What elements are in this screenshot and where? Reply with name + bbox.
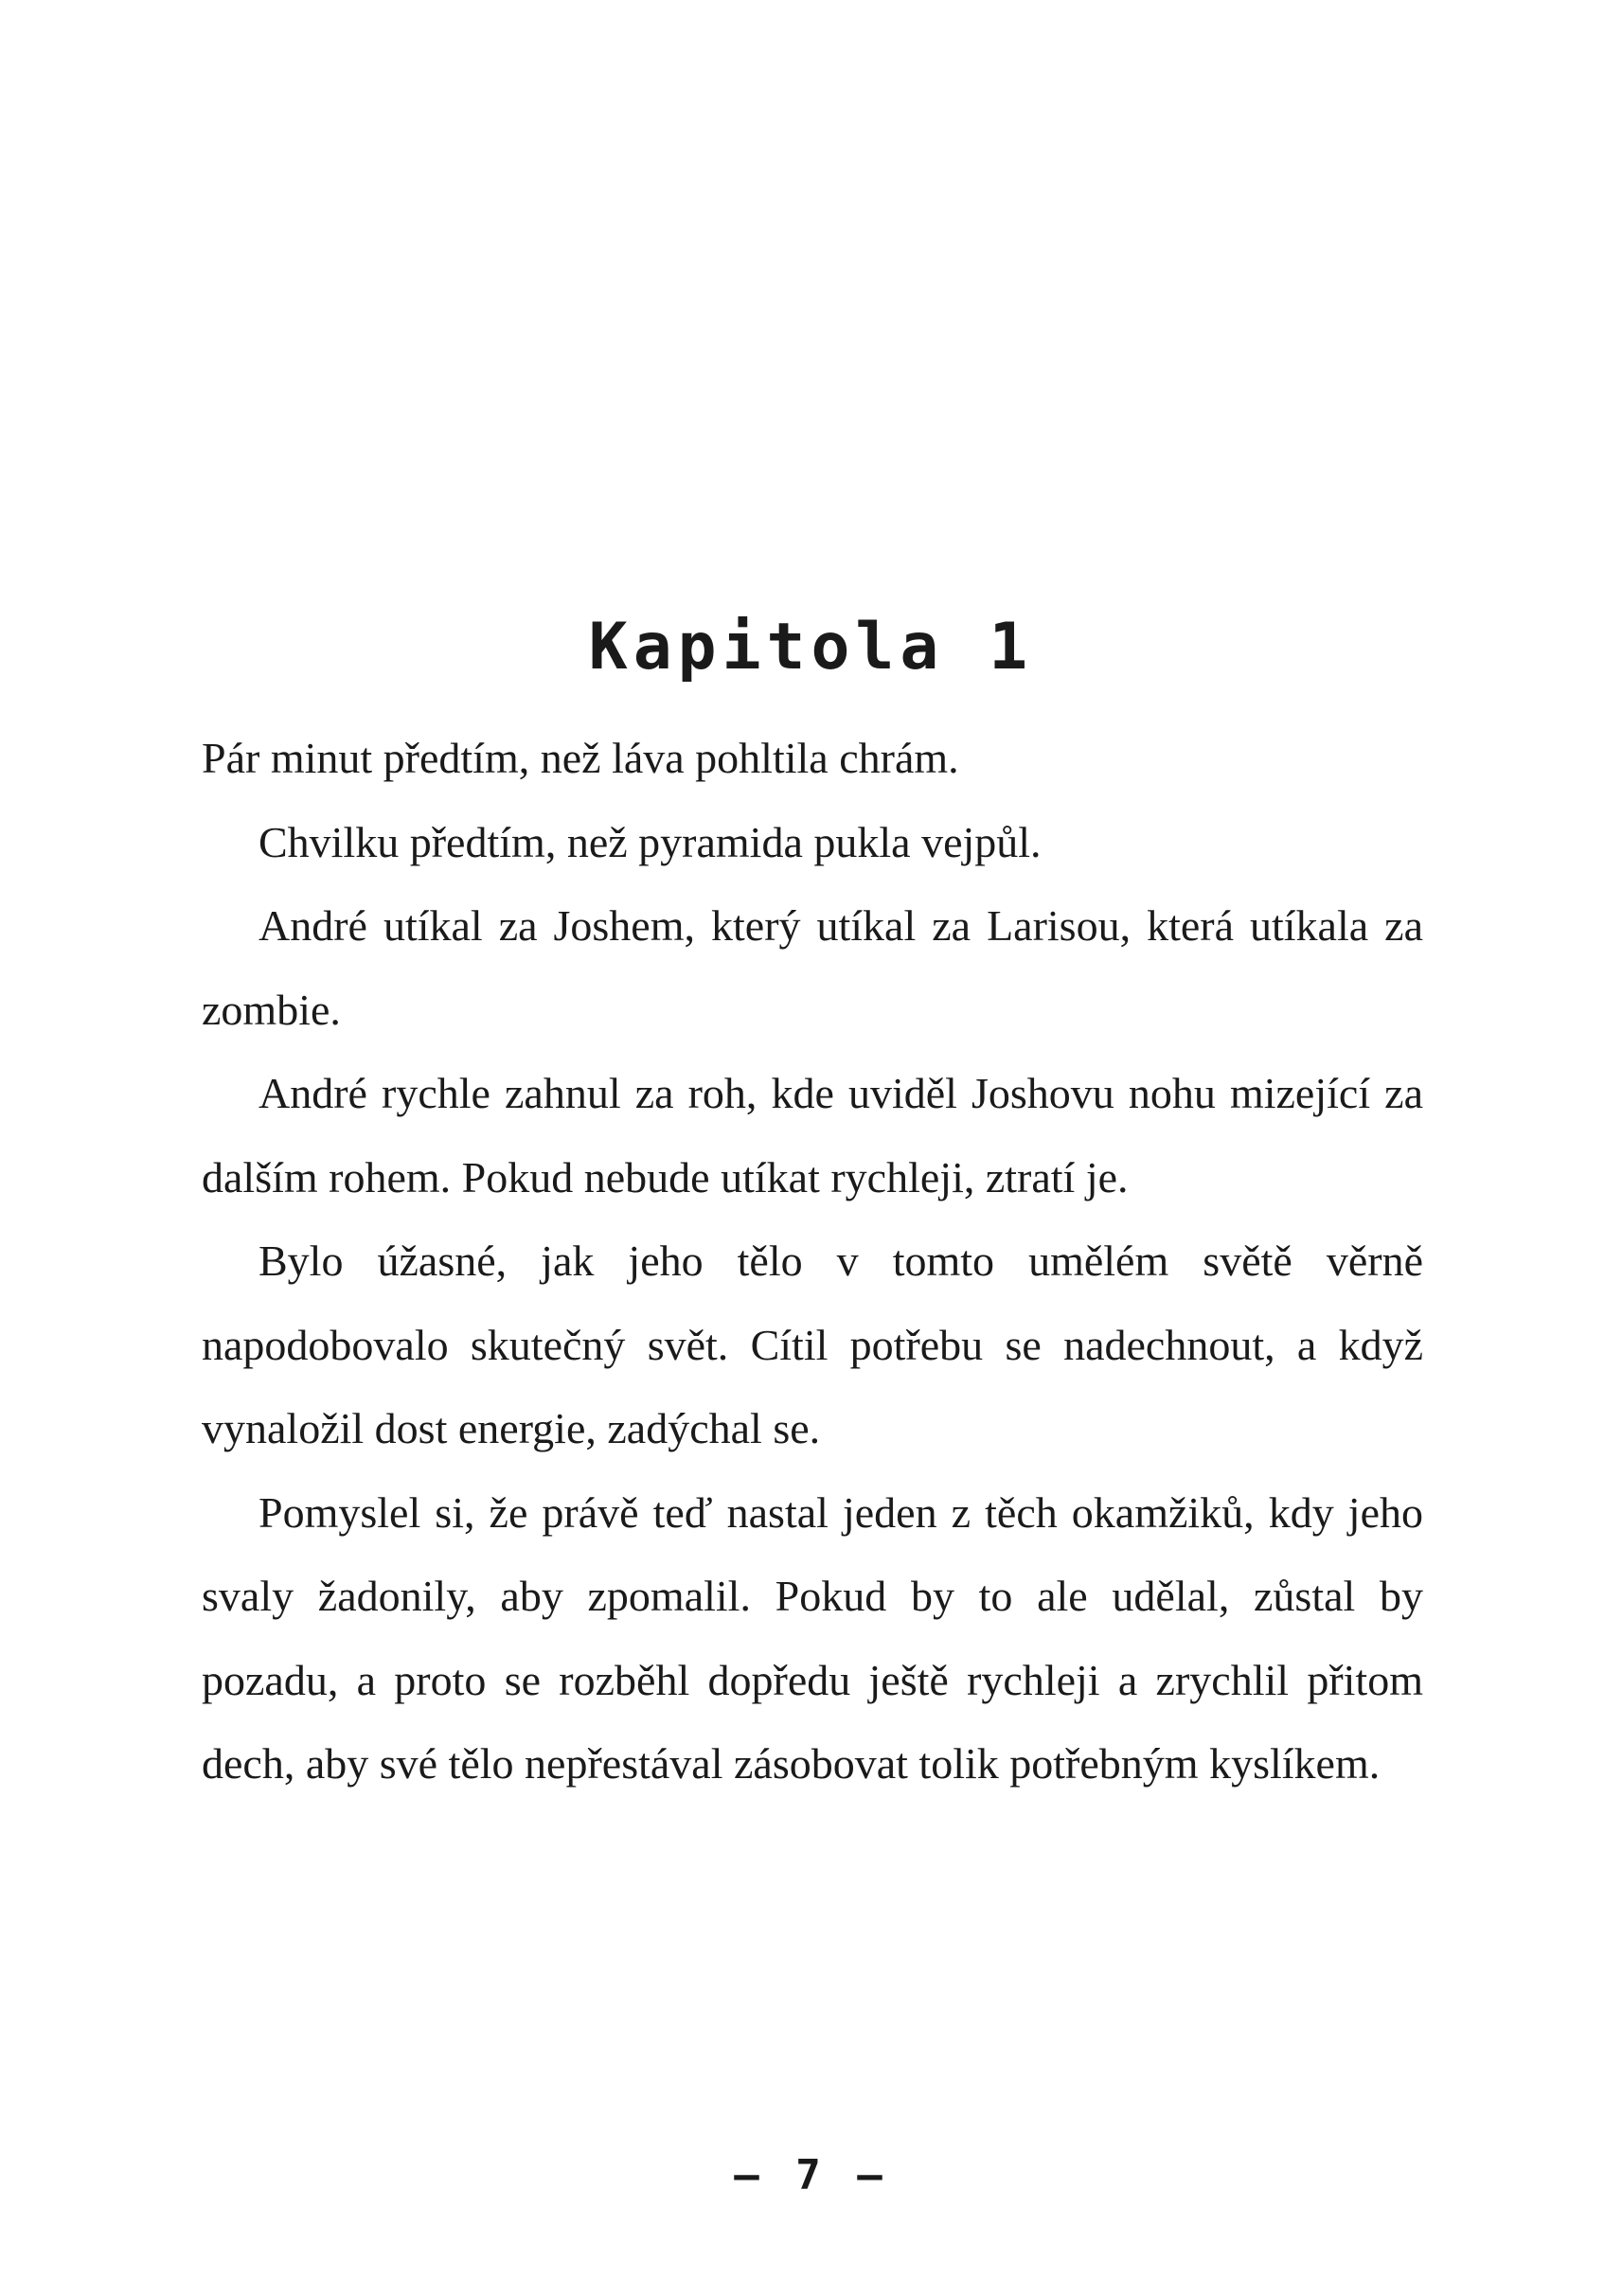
chapter-title: Kapitola 1 xyxy=(588,609,1034,685)
paragraph-2: Chvilku předtím, než pyramida pukla vejpůl. xyxy=(258,817,1042,866)
paragraph-1: Pár minut předtím, než láva pohltila chrám. xyxy=(202,734,959,782)
paragraph-6: Pomyslel si, že právě teď nastal jeden z těch okamžiků, kdy jeho svaly žadonily, aby zpomalil. Pokud by to ale udělal, zůstal by pozadu, a proto se rozběhl dopředu ještě rychleji a zrychlil přitom dech, aby své tělo nepřestával zásobovat tolik potřebným kyslíkem. xyxy=(202,1487,1423,1788)
page-number: – 7 – xyxy=(734,2151,888,2199)
chapter-body xyxy=(202,717,1423,1807)
paragraph-5: Bylo úžasné, jak jeho tělo v tomto umělém světě věrně napodobovalo skutečný svět. Cítil potřebu se nadechnout, a když vynaložil dost energie, zadýchal se. xyxy=(202,1237,1423,1452)
paragraph-4: André rychle zahnul za roh, kde uviděl Joshovu nohu mizející za dalším rohem. Pokud nebude utíkat rychleji, ztratí je. xyxy=(202,1069,1423,1201)
paragraph-3: André utíkal za Joshem, který utíkal za Larisou, která utíkala za zombie. xyxy=(202,901,1423,1034)
